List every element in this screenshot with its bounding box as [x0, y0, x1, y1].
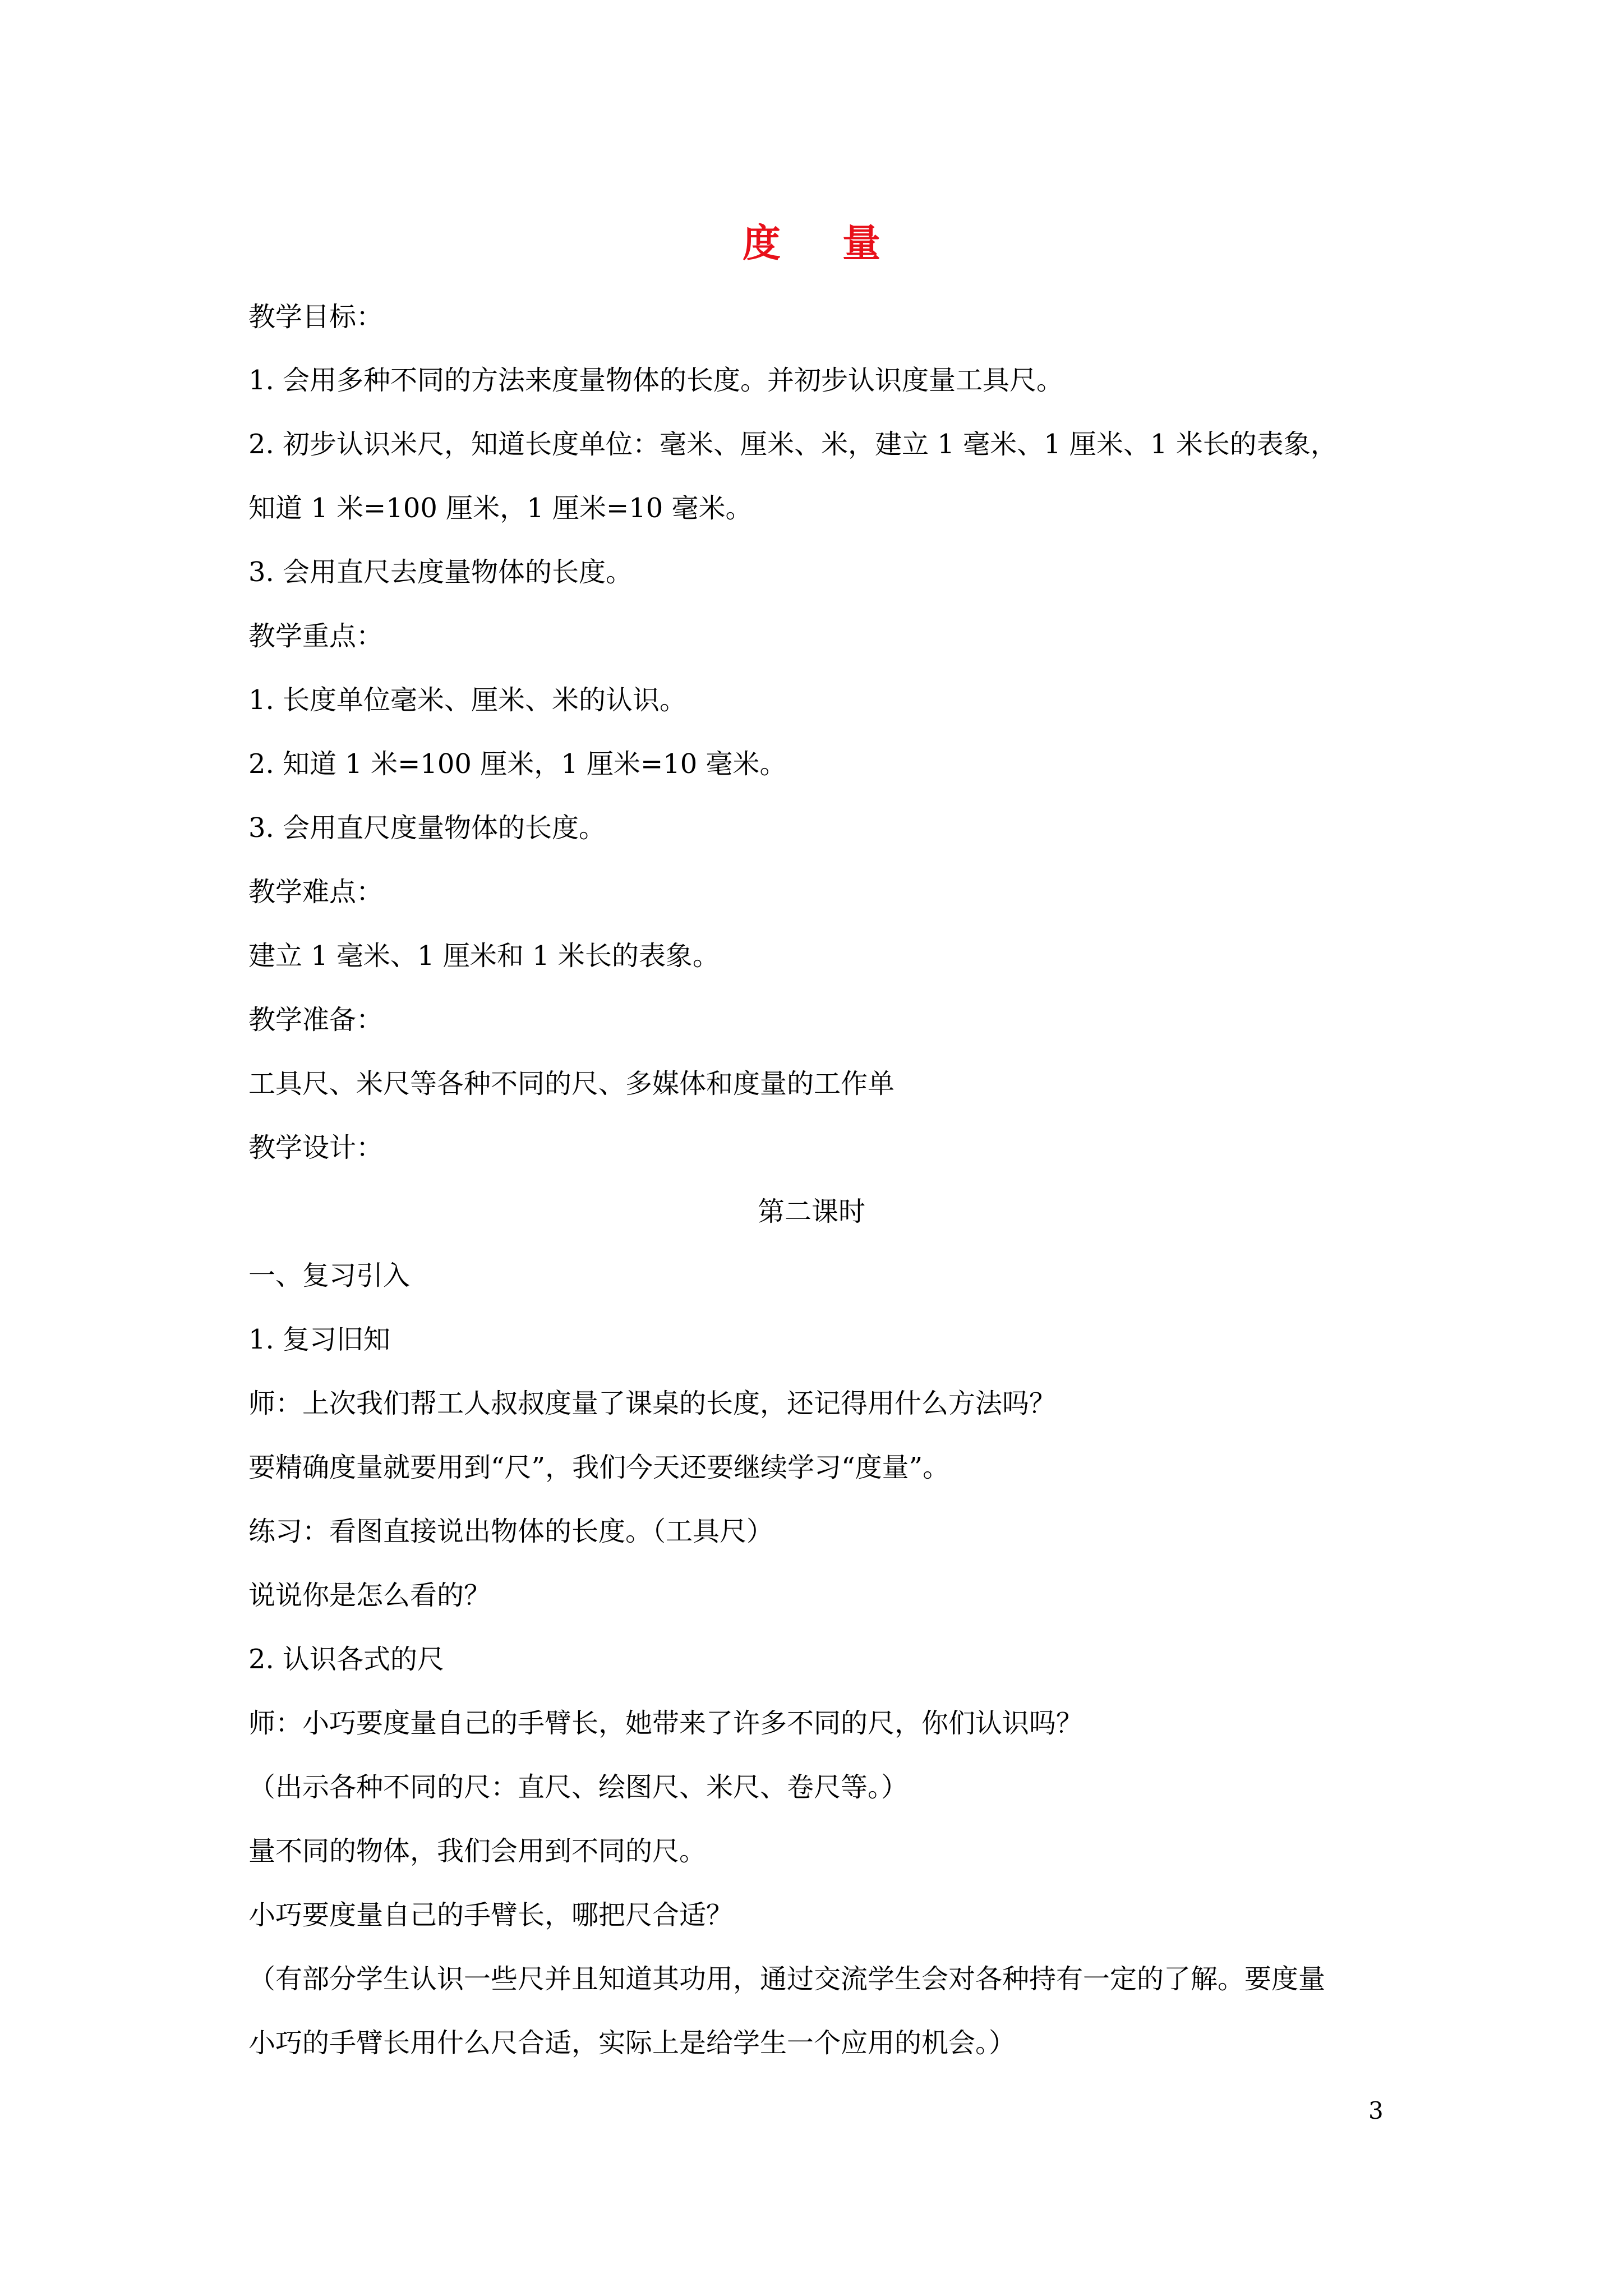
- paragraph: （有部分学生认识一些尺并且知道其功用，通过交流学生会对各种持有一定的了解。要度量: [248, 1963, 1326, 1995]
- title-char-1: 度: [742, 221, 781, 266]
- page-title: [0, 213, 1623, 268]
- paragraph: （出示各种不同的尺：直尺、绘图尺、米尺、卷尺等。）: [248, 1772, 909, 1803]
- paragraph: 说说你是怎么看的？: [248, 1580, 491, 1611]
- paragraph: 师：上次我们帮工人叔叔度量了课桌的长度，还记得用什么方法吗？: [248, 1388, 1057, 1419]
- section-heading-difficulties: 教学难点：: [248, 876, 384, 908]
- title-char-2: 量: [842, 221, 881, 266]
- lesson-subtitle: 第二课时: [757, 1196, 865, 1227]
- paragraph: 知道 1 米=100 厘米，1 厘米=10 毫米。: [248, 493, 753, 524]
- section-heading-design: 教学设计：: [248, 1132, 384, 1163]
- paragraph: 师：小巧要度量自己的手臂长，她带来了许多不同的尺，你们认识吗？: [248, 1708, 1083, 1739]
- paragraph: 3. 会用直尺度量物体的长度。: [248, 812, 606, 844]
- paragraph: 要精确度量就要用到“尺”，我们今天还要继续学习“度量”。: [248, 1452, 950, 1483]
- paragraph: 建立 1 毫米、1 厘米和 1 米长的表象。: [248, 940, 720, 972]
- section-heading-preparation: 教学准备：: [248, 1004, 384, 1036]
- section-heading-key-points: 教学重点：: [248, 620, 384, 652]
- paragraph: 小巧要度量自己的手臂长，哪把尺合适？: [248, 1899, 734, 1931]
- paragraph: 1. 复习旧知: [248, 1324, 391, 1355]
- paragraph: 小巧的手臂长用什么尺合适，实际上是给学生一个应用的机会。）: [248, 2027, 1016, 2059]
- section-heading-review: 一、复习引入: [248, 1260, 411, 1291]
- paragraph: 量不同的物体，我们会用到不同的尺。: [248, 1835, 707, 1867]
- paragraph: 练习：看图直接说出物体的长度。（工具尺）: [248, 1516, 774, 1547]
- paragraph: 1. 长度单位毫米、厘米、米的认识。: [248, 684, 687, 716]
- page-number: 3: [1368, 2097, 1384, 2124]
- paragraph: 3. 会用直尺去度量物体的长度。: [248, 556, 633, 588]
- paragraph: 2. 认识各式的尺: [248, 1644, 445, 1675]
- section-heading-goals: 教学目标：: [248, 301, 384, 333]
- paragraph: 2. 初步认识米尺，知道长度单位：毫米、厘米、米，建立 1 毫米、1 厘米、1 米长的表象，: [248, 429, 1338, 460]
- paragraph: 工具尺、米尺等各种不同的尺、多媒体和度量的工作单: [248, 1068, 895, 1099]
- paragraph: 1. 会用多种不同的方法来度量物体的长度。并初步认识度量工具尺。: [248, 365, 1064, 396]
- paragraph: 2. 知道 1 米=100 厘米，1 厘米=10 毫米。: [248, 748, 787, 780]
